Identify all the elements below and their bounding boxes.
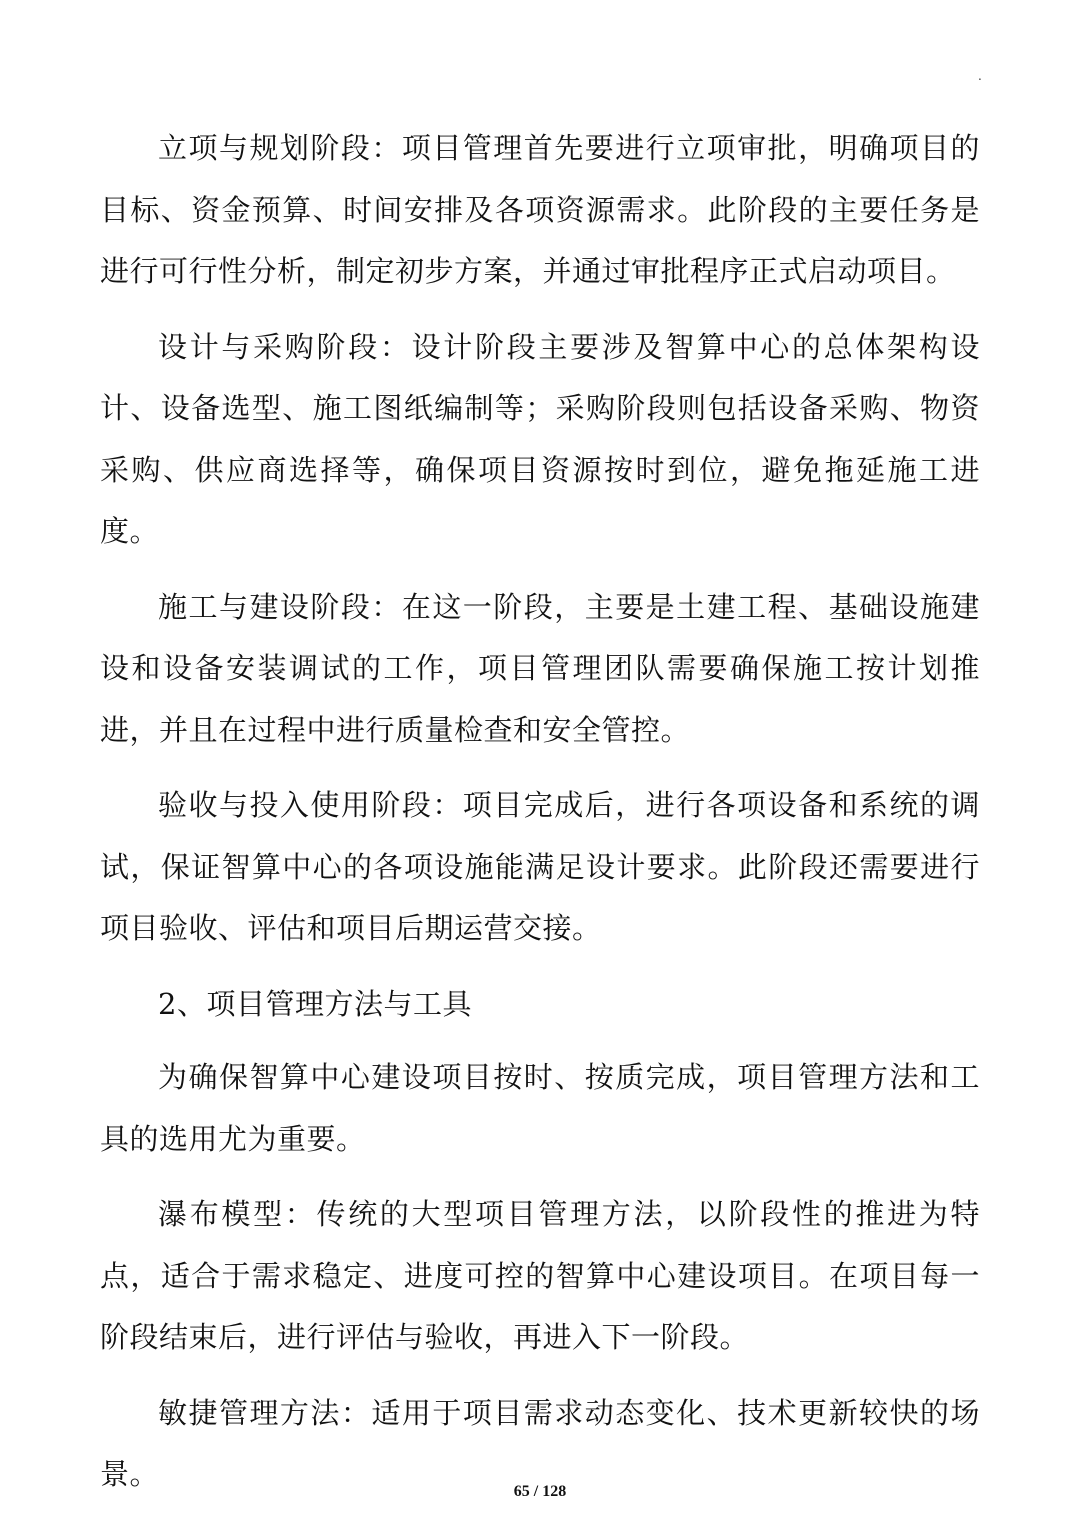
page-body bbox=[100, 118, 980, 1520]
paragraph-acceptance-phase: 验收与投入使用阶段：项目完成后，进行各项设备和系统的调试，保证智算中心的各项设施能满足设计要求。此阶段还需要进行项目验收、评估和项目后期运营交接。 bbox=[100, 788, 980, 945]
paragraph-methods-intro: 为确保智算中心建设项目按时、按质完成，项目管理方法和工具的选用尤为重要。 bbox=[100, 1060, 980, 1156]
paragraph-initiation-phase: 立项与规划阶段：项目管理首先要进行立项审批，明确项目的目标、资金预算、时间安排及各项资源需求。此阶段的主要任务是进行可行性分析，制定初步方案，并通过审批程序正式启动项目。 bbox=[100, 131, 980, 288]
paragraph-waterfall-model: 瀑布模型：传统的大型项目管理方法，以阶段性的推进为特点，适合于需求稳定、进度可控的智算中心建设项目。在项目每一阶段结束后，进行评估与验收，再进入下一阶段。 bbox=[100, 1197, 980, 1354]
paragraph-construction-phase: 施工与建设阶段：在这一阶段，主要是土建工程、基础设施建设和设备安装调试的工作，项目管理团队需要确保施工按计划推进，并且在过程中进行质量检查和安全管控。 bbox=[100, 589, 980, 747]
page-number: 65 / 128 bbox=[513, 1483, 567, 1500]
paragraph-agile-method: 敏捷管理方法：适用于项目需求动态变化、技术更新较快的场景。 bbox=[100, 1395, 980, 1491]
section-heading: 2、项目管理方法与工具 bbox=[158, 986, 472, 1021]
corner-mark: . bbox=[978, 69, 982, 83]
paragraph-design-procurement-phase: 设计与采购阶段：设计阶段主要涉及智算中心的总体架构设计、设备选型、施工图纸编制等；采购阶段则包括设备采购、物资采购、供应商选择等，确保项目资源按时到位，避免拖延施工进度。 bbox=[100, 329, 980, 548]
